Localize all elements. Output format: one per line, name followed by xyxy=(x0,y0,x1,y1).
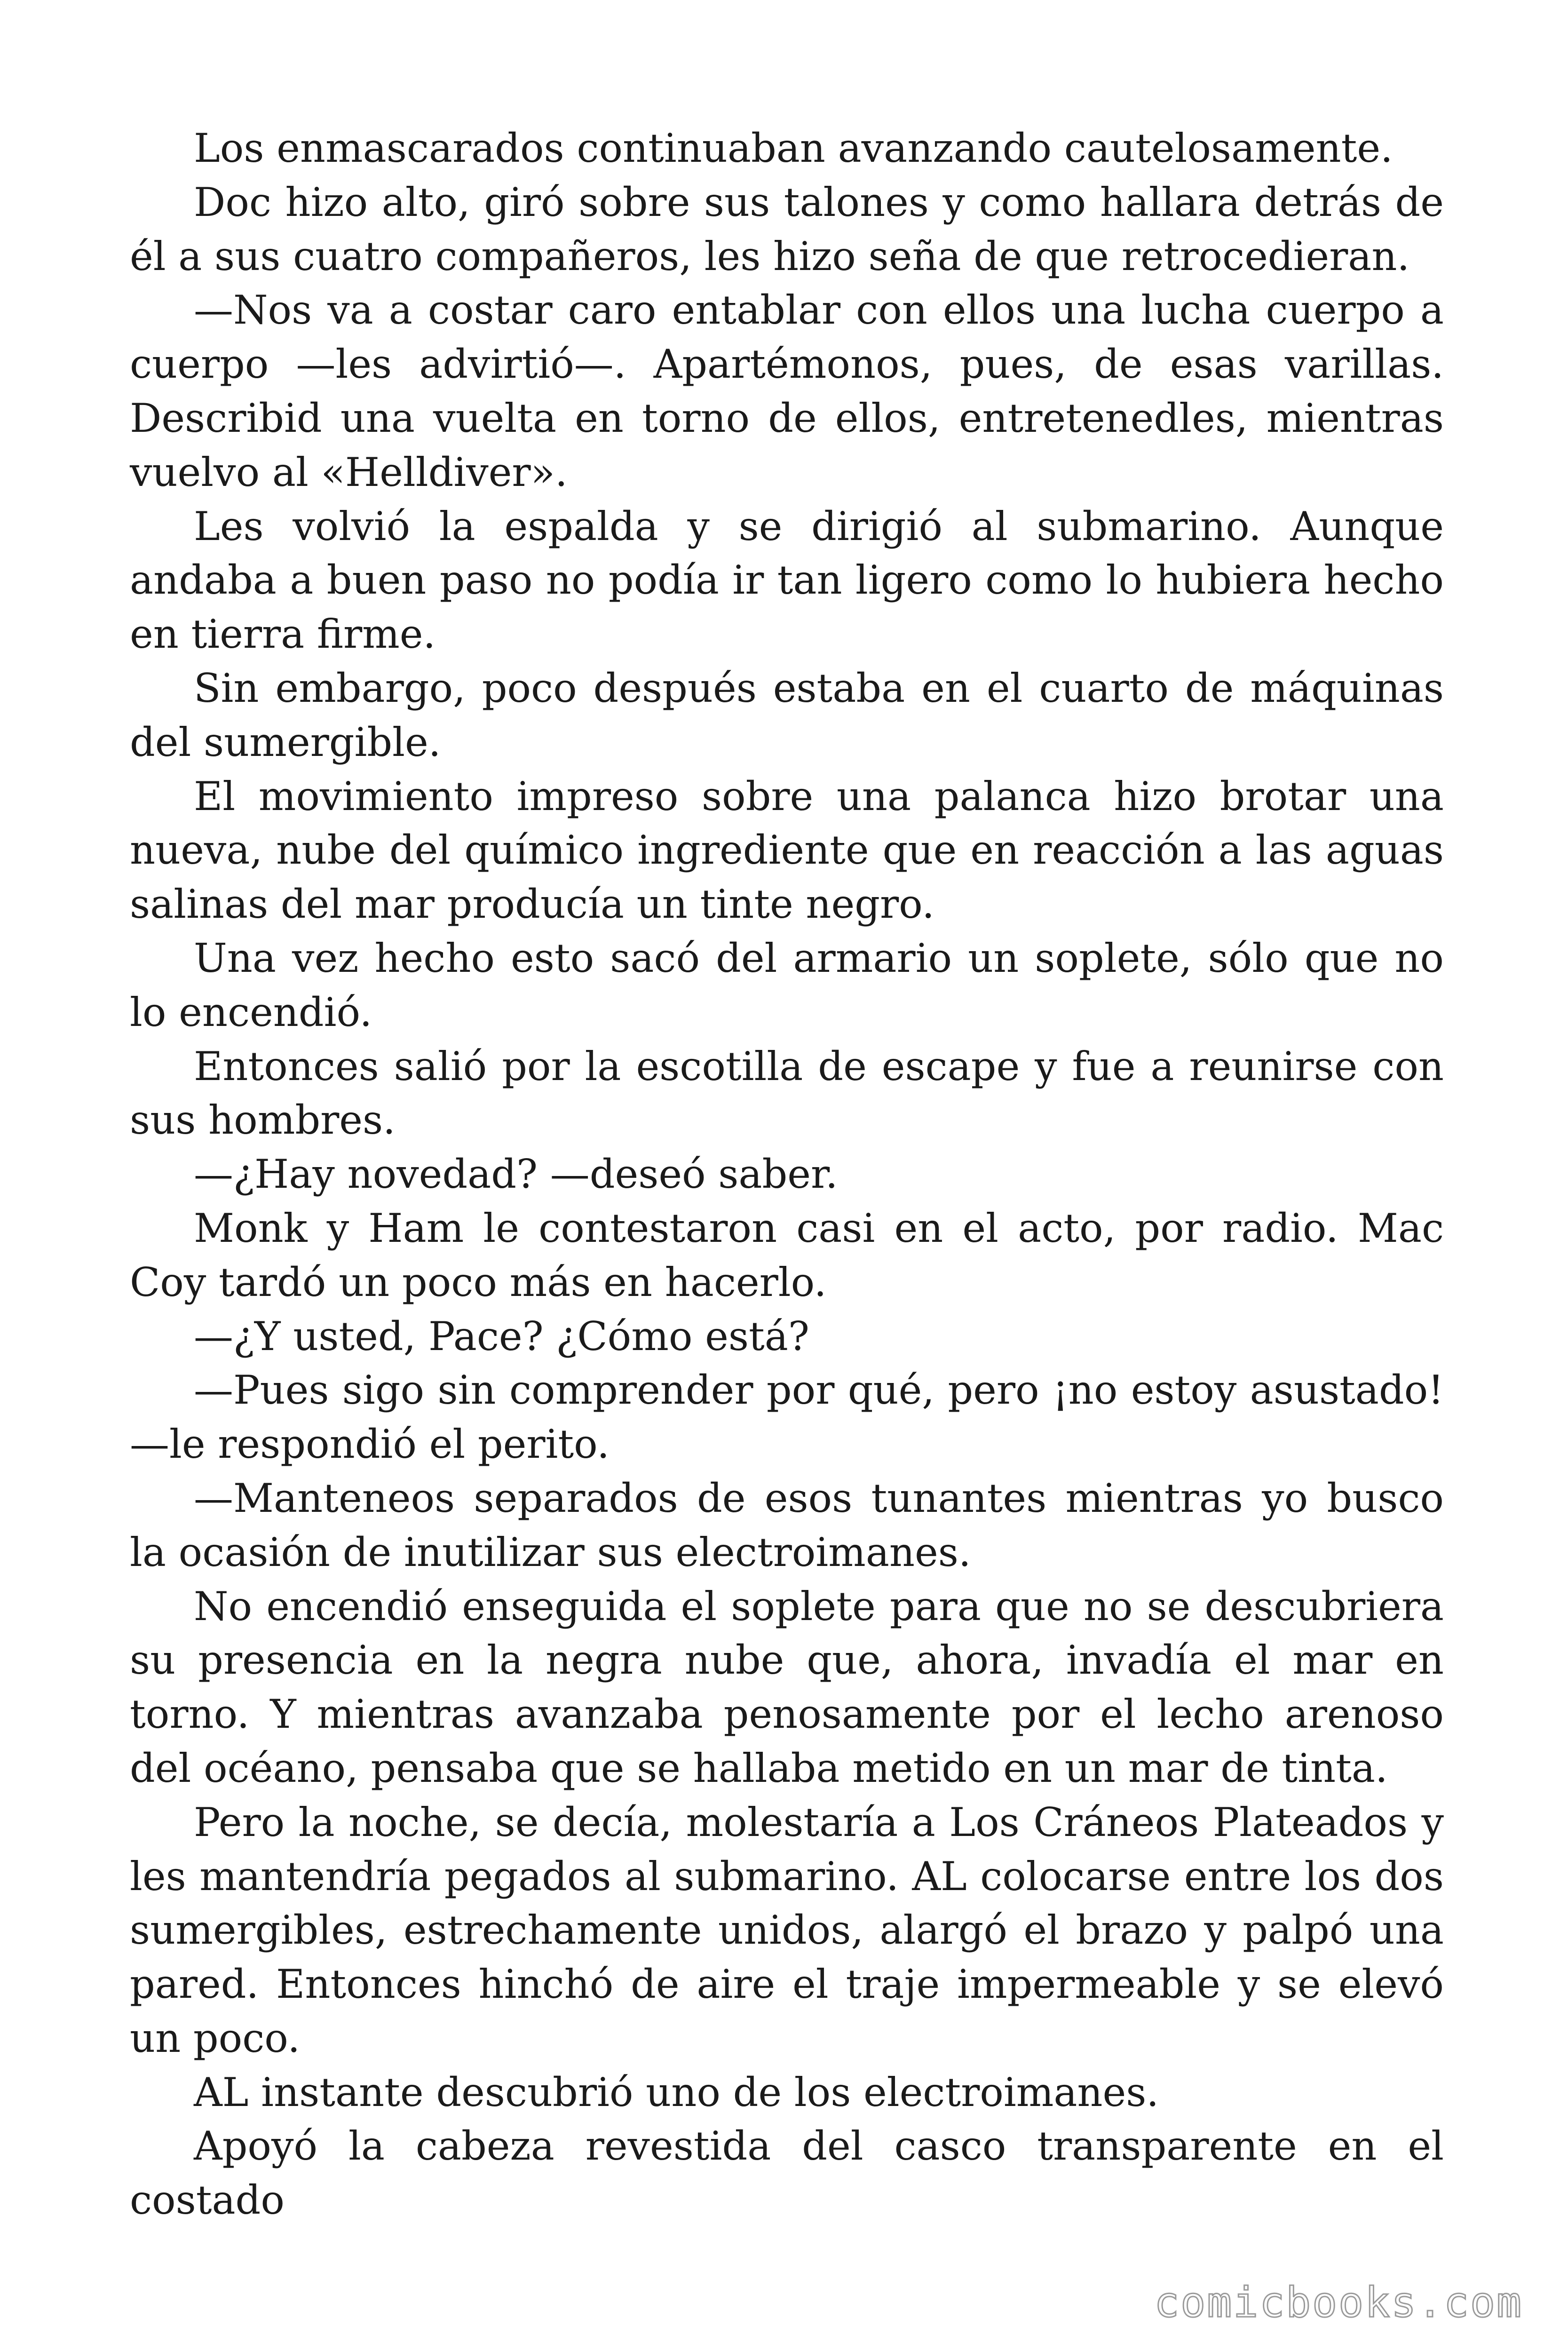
body-text xyxy=(130,121,1444,2227)
paragraph: Les volvió la espalda y se dirigió al submarino. Aunque andaba a buen paso no podía ir tan ligero como lo hubiera hecho en tierra firme. xyxy=(130,503,1444,658)
watermark: comicbooks.com xyxy=(1154,2278,1523,2327)
paragraph: Monk y Ham le contestaron casi en el acto, por radio. Mac Coy tardó un poco más en hacerlo. xyxy=(130,1205,1444,1305)
paragraph: Entonces salió por la escotilla de escape y fue a reunirse con sus hombres. xyxy=(130,1043,1444,1144)
paragraph: —¿Hay novedad? —deseó saber. xyxy=(194,1151,838,1198)
paragraph: Pero la noche, se decía, molestaría a Los Cráneos Plateados y les mantendría pegados al submarino. AL colocarse entre los dos sumergibles, estrechamente unidos, alargó el brazo y palpó una pared. Entonces hinchó de aire el traje impermeable y se elevó un poco. xyxy=(130,1799,1444,2061)
paragraph: AL instante descubrió uno de los electroimanes. xyxy=(194,2069,1159,2115)
paragraph: No encendió enseguida el soplete para que no se descubriera su presencia en la negra nube que, ahora, invadía el mar en torno. Y mientras avanzaba penosamente por el lecho arenoso del océano, pensaba que se hallaba metido en un mar de tinta. xyxy=(130,1583,1444,1791)
paragraph: Apoyó la cabeza revestida del casco transparente en el costado xyxy=(130,2123,1444,2224)
paragraph: —Manteneos separados de esos tunantes mientras yo busco la ocasión de inutilizar sus electroimanes. xyxy=(130,1475,1444,1575)
paragraph: Una vez hecho esto sacó del armario un soplete, sólo que no lo encendió. xyxy=(130,935,1444,1035)
paragraph: —¿Y usted, Pace? ¿Cómo está? xyxy=(194,1313,809,1359)
paragraph: —Pues sigo sin comprender por qué, pero ¡no estoy asustado! —le respondió el perito. xyxy=(130,1367,1444,1468)
paragraph: Sin embargo, poco después estaba en el cuarto de máquinas del sumergible. xyxy=(130,665,1444,765)
paragraph: El movimiento impreso sobre una palanca hizo brotar una nueva, nube del químico ingrediente que en reacción a las aguas salinas del mar producía un tinte negro. xyxy=(130,773,1444,928)
paragraph: —Nos va a costar caro entablar con ellos una lucha cuerpo a cuerpo —les advirtió—. Apartémonos, pues, de esas varillas. Describid una vuelta en torno de ellos, entretenedles, mientras vuelvo al «Helldiver». xyxy=(130,287,1444,495)
paragraph: Los enmascarados continuaban avanzando cautelosamente. xyxy=(194,125,1393,171)
paragraph: Doc hizo alto, giró sobre sus talones y como hallara detrás de él a sus cuatro compañeros, les hizo seña de que retrocedieran. xyxy=(130,179,1444,279)
